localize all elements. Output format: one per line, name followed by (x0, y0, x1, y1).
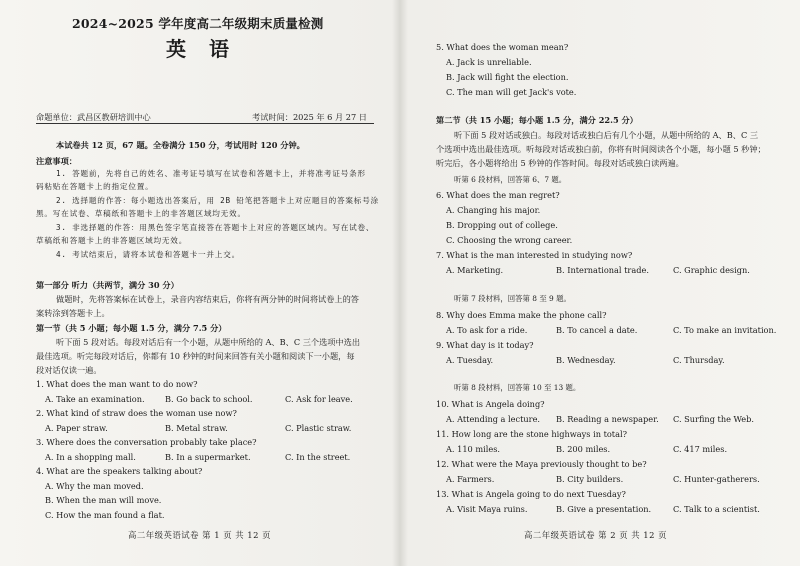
option-a: A. In a shopping mall. (45, 452, 136, 462)
option-a: A. Attending a lecture. (446, 414, 541, 424)
notice-line: 3. 非选择题的作答：用黑色签字笔直接答在答题卡上对应的答题区域内。写在试卷、 (56, 223, 375, 232)
option-c: C. How the man found a flat. (45, 510, 165, 520)
notice-line: 草稿纸和答题卡上的非答题区域均无效。 (36, 236, 188, 245)
option-b: B. Wednesday. (556, 355, 616, 365)
option-a: A. Paper straw. (45, 423, 108, 433)
section1-desc-line: 段对话仅读一遍。 (36, 365, 102, 375)
material-cue: 听第 7 段材料，回答第 8 至 9 题。 (454, 294, 571, 303)
exam-title: 2024~2025 学年度高二年级期末质量检测 (72, 16, 324, 31)
header-divider (36, 123, 374, 124)
option-c: C. The man will get Jack's vote. (446, 87, 577, 97)
option-b: B. Reading a newspaper. (556, 414, 659, 424)
option-a: A. Marketing. (446, 265, 504, 275)
setter-unit: 命题单位：武昌区教研培训中心 (36, 112, 151, 122)
material-cue: 听第 8 段材料，回答第 10 至 13 题。 (454, 383, 581, 392)
question-stem: 3. Where does the conversation probably take place? (36, 437, 257, 447)
notice-line: 4. 考试结束后，请将本试卷和答题卡一并上交。 (56, 250, 240, 259)
option-b: B. International trade. (556, 265, 649, 275)
section1-desc-line: 最佳选项。听完每段对话后，你都有 10 秒钟的时间来回答有关小题和阅读下一小题，每 (36, 351, 355, 361)
option-a: A. Tuesday. (446, 355, 494, 365)
section1-title: 第一节（共 5 小题；每小题 1.5 分，满分 7.5 分） (36, 323, 227, 333)
notice-line: 2. 选择题的作答：每小题选出答案后，用 2B 铅笔把答题卡上对应题目的答案标号涂 (56, 196, 379, 205)
part1-desc-line: 案转涂到答题卡上。 (36, 308, 110, 318)
option-c: C. 417 miles. (673, 444, 728, 454)
page-2 (402, 0, 800, 566)
question-stem: 9. What day is it today? (436, 340, 534, 350)
question-stem: 11. How long are the stone highways in total? (436, 429, 627, 439)
question-stem: 4. What are the speakers talking about? (36, 466, 203, 476)
option-a: A. Why the man moved. (45, 481, 144, 491)
section2-desc-line: 听完后，各小题将给出 5 秒钟的作答时间。每段对话或独白读两遍。 (436, 158, 684, 168)
question-stem: 7. What is the man interested in studying now? (436, 250, 633, 260)
question-stem: 5. What does the woman mean? (436, 42, 569, 52)
option-a: A. 110 miles. (446, 444, 500, 454)
option-c: C. Graphic design. (673, 265, 750, 275)
notice-line: 1. 答题前，先将自己的姓名、准考证号填写在试卷和答题卡上，并将准考证号条形 (56, 169, 366, 178)
option-a: A. Take an examination. (45, 394, 145, 404)
option-b: B. To cancel a date. (556, 325, 638, 335)
question-stem: 2. What kind of straw does the woman use now? (36, 408, 237, 418)
part1-title: 第一部分 听力（共两节，满分 30 分） (36, 280, 179, 290)
subject-title: 英 语 (166, 37, 237, 61)
option-c: C. Plastic straw. (285, 423, 352, 433)
page-footer: 高二年级英语试卷 第 2 页 共 12 页 (524, 530, 667, 540)
option-a: A. Changing his major. (446, 205, 541, 215)
question-stem: 8. Why does Emma make the phone call? (436, 310, 607, 320)
option-a: A. To ask for a ride. (446, 325, 528, 335)
section1-desc-line: 听下面 5 段对话。每段对话后有一个小题，从题中所给的 A、B、C 三个选项中选出 (56, 337, 361, 347)
notice-title: 注意事项： (36, 156, 77, 166)
option-b: B. Give a presentation. (556, 504, 652, 514)
option-b: B. Go back to school. (165, 394, 253, 404)
section2-desc-line: 个选项中选出最佳选项。听每段对话或独白前，你将有时间阅读各个小题，每小题 5 秒钟； (436, 144, 766, 154)
exam-time: 考试时间：2025 年 6 月 27 日 (252, 112, 367, 122)
option-c: C. Choosing the wrong career. (446, 235, 573, 245)
material-cue: 听第 6 段材料，回答第 6、7 题。 (454, 175, 567, 184)
section2-title: 第二节（共 15 小题；每小题 1.5 分，满分 22.5 分） (436, 115, 638, 125)
option-a: A. Jack is unreliable. (446, 57, 532, 67)
option-b: B. In a supermarket. (165, 452, 251, 462)
notice-line: 码粘贴在答题卡上的指定位置。 (36, 182, 154, 191)
page-footer: 高二年级英语试卷 第 1 页 共 12 页 (128, 530, 271, 540)
option-a: A. Farmers. (446, 474, 495, 484)
question-stem: 13. What is Angela going to do next Tuesday? (436, 489, 626, 499)
option-b: B. 200 miles. (556, 444, 611, 454)
section2-desc-line: 听下面 5 段对话或独白。每段对话或独白后有几个小题，从题中所给的 A、B、C 三 (454, 130, 759, 140)
option-a: A. Visit Maya ruins. (446, 504, 528, 514)
option-b: B. Jack will fight the election. (446, 72, 569, 82)
option-b: B. Metal straw. (165, 423, 228, 433)
option-c: C. Hunter-gatherers. (673, 474, 760, 484)
option-b: B. Dropping out of college. (446, 220, 558, 230)
option-b: B. City builders. (556, 474, 624, 484)
notice-line: 黑。写在试卷、草稿纸和答题卡上的非答题区域均无效。 (36, 209, 246, 218)
question-stem: 10. What is Angela doing? (436, 399, 545, 409)
exam-intro: 本试卷共 12 页，67 题。全卷满分 150 分，考试用时 120 分钟。 (56, 140, 305, 150)
option-c: C. Ask for leave. (285, 394, 353, 404)
option-b: B. When the man will move. (45, 495, 162, 505)
option-c: C. In the street. (285, 452, 351, 462)
option-c: C. Surfing the Web. (673, 414, 754, 424)
question-stem: 1. What does the man want to do now? (36, 379, 198, 389)
question-stem: 6. What does the man regret? (436, 190, 560, 200)
part1-desc-line: 做题时，先将答案标在试卷上，录音内容结束后，你将有两分钟的时间将试卷上的答 (56, 294, 359, 304)
question-stem: 12. What were the Maya previously thought to be? (436, 459, 647, 469)
option-c: C. Talk to a scientist. (673, 504, 760, 514)
option-c: C. Thursday. (673, 355, 725, 365)
option-c: C. To make an invitation. (673, 325, 777, 335)
